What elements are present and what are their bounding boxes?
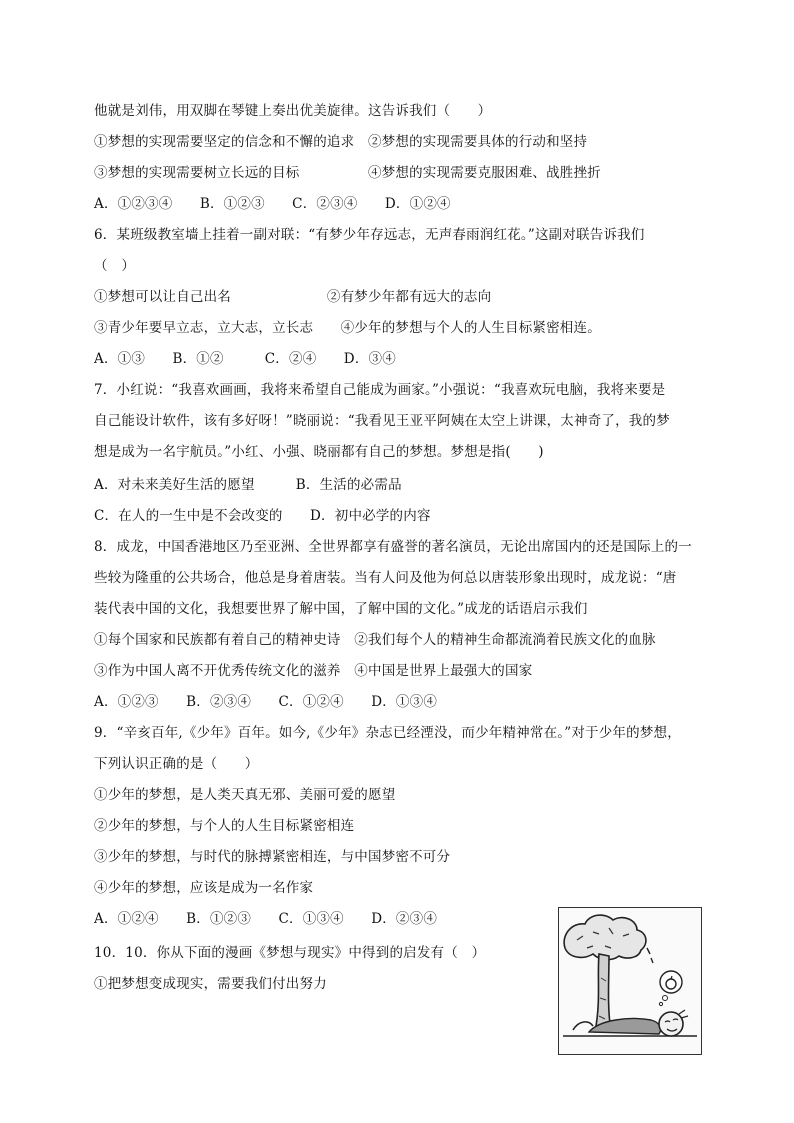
q5-option-line-1: ①梦想的实现需要坚定的信念和不懈的追求 ②梦想的实现需要具体的行动和坚持	[94, 134, 588, 150]
question-9-stem-1: 9．“辛亥百年,《少年》百年。如今,《少年》杂志已经湮没，而少年精神常在。”对于少年的梦想，	[94, 725, 681, 741]
q8-answer-choices: A．①②③ B．②③④ C．①②④ D．①③④	[94, 694, 438, 710]
q7-choices-ab: A．对未来美好生活的愿望 B．生活的必需品	[94, 477, 402, 493]
q6-option-line-2: ③青少年要早立志，立大志，立长志 ④少年的梦想与个人的人生目标紧密相连。	[94, 320, 601, 336]
question-6-stem: 6．某班级教室墙上挂着一副对联：“有梦少年存远志，无声春雨润红花。”这副对联告诉我们	[94, 227, 645, 243]
q7-choices-cd: C．在人的一生中是不会改变的 D．初中必学的内容	[94, 508, 431, 524]
question-6-stem-paren: （ ）	[94, 258, 136, 274]
q9-option-3: ③少年的梦想，与时代的脉搏紧密相连，与中国梦密不可分	[94, 849, 451, 865]
q9-option-2: ②少年的梦想，与个人的人生目标紧密相连	[94, 818, 355, 834]
cartoon-illustration	[559, 908, 701, 1054]
q5-answer-choices: A．①②③④ B．①②③ C．②③④ D．①②④	[94, 196, 451, 212]
question-5-stem-end: 他就是刘伟，用双脚在琴键上奏出优美旋律。这告诉我们（ ）	[94, 103, 492, 119]
q8-option-line-1: ①每个国家和民族都有着自己的精神史诗 ②我们每个人的精神生命都流淌着民族文化的血脉	[94, 632, 656, 648]
question-7-stem-2: 自己能设计软件，该有多好呀！”晓丽说：“我看见王亚平阿姨在太空上讲课，太神奇了，我的梦	[94, 413, 670, 429]
q5-option-line-2: ③梦想的实现需要树立长远的目标 ④梦想的实现需要克服困难、战胜挫折	[94, 165, 601, 181]
q9-answer-choices: A．①②④ B．①②③ C．①③④ D．②③④	[94, 911, 438, 927]
question-10-stem: 10．10．你从下面的漫画《梦想与现实》中得到的启发有（ ）	[94, 945, 486, 961]
q9-option-1: ①少年的梦想，是人类天真无邪、美丽可爱的愿望	[94, 787, 396, 803]
q9-option-4: ④少年的梦想，应该是成为一名作家	[94, 880, 314, 896]
question-7-stem-1: 7．小红说：“我喜欢画画，我将来希望自己能成为画家。”小强说：“我喜欢玩电脑，我将来要是	[94, 382, 666, 398]
question-8-stem-3: 装代表中国的文化，我想要世界了解中国，了解中国的文化。”成龙的话语启示我们	[94, 601, 588, 617]
q10-option-1: ①把梦想变成现实，需要我们付出努力	[94, 976, 327, 992]
q6-option-line-1: ①梦想可以让自己出名 ②有梦少年都有远大的志向	[94, 289, 492, 305]
question-7-stem-3: 想是成为一名宇航员。”小红、小强、晓丽都有自己的梦想。梦想是指( )	[94, 444, 544, 460]
question-9-stem-2: 下列认识正确的是（ ）	[94, 756, 259, 772]
question-8-stem-2: 些较为隆重的公共场合，他总是身着唐装。当有人问及他为何总以唐装形象出现时，成龙说：“唐	[94, 570, 677, 586]
question-8-stem-1: 8．成龙，中国香港地区乃至亚洲、全世界都享有盛誉的著名演员，无论出席国内的还是国际上的一	[94, 539, 692, 555]
dream-and-reality-cartoon	[558, 907, 702, 1055]
q8-option-line-2: ③作为中国人离不开优秀传统文化的滋养 ④中国是世界上最强大的国家	[94, 663, 533, 679]
q6-answer-choices: A．①③ B．①② C．②④ D．③④	[94, 351, 396, 367]
